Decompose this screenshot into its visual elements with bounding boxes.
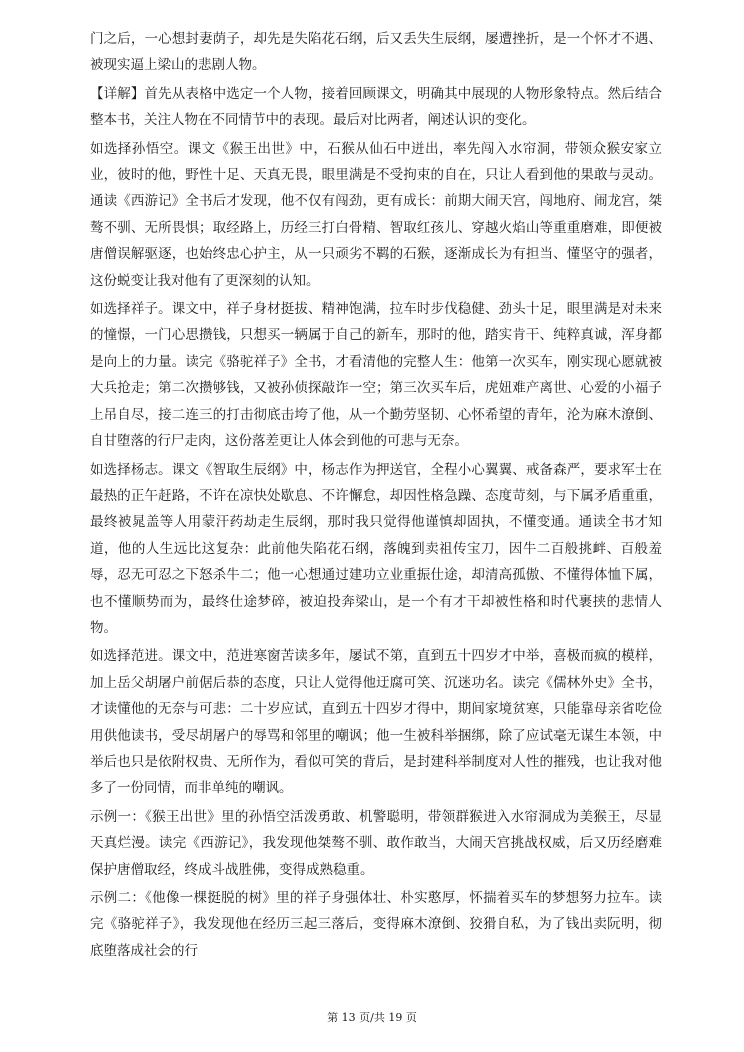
paragraph: 如选择孙悟空。课文《猴王出世》中，石猴从仙石中迸出，率先闯入水帘洞，带领众猴安家立业，彼时的他，野性十足、天真无畏，眼里满是不受拘束的自在，只让人看到他的果敢与灵动。通读《西游记》全书后才发现，他不仅有闯劲，更有成长：前期大闹天宫，闯地府、闹龙宫，桀骜不驯、无所畏惧；取经路上，历经三打白骨精、智取红孩儿、穿越火焰山等重重磨难，即便被唐僧误解驱逐，也始终忠心护主，从一只顽劣不羁的石猴，逐渐成长为有担当、懂坚守的强者，这份蜕变让我对他有了更深刻的认知。 (90, 140, 662, 289)
paragraph: 门之后，一心想封妻荫子，却先是失陷花石纲，后又丢失生辰纲，屡遭挫折，是一个怀才不遇、被现实逼上梁山的悲剧人物。 (90, 31, 662, 74)
page-number-footer: 第 13 页/共 19 页 (327, 1011, 417, 1024)
paragraph: 如选择范进。课文中，范进寒窗苦读多年，屡试不第，直到五十四岁才中举，喜极而疯的模样，加上岳父胡屠户前倨后恭的态度，只让人觉得他迂腐可笑、沉迷功名。读完《儒林外史》全书，才读懂他的无奈与可悲：二十岁应试，直到五十四岁才得中，期间家境贫寒，只能靠母亲省吃俭用供他读书，受尽胡屠户的辱骂和邻里的嘲讽；他一生被科举捆绑，除了应试毫无谋生本领，中举后也只是依附权贵、无所作为，看似可笑的背后，是封建科举制度对人性的摧残，也让我对他多了一份同情，而非单纯的嘲讽。 (90, 648, 662, 797)
paragraph: 如选择祥子。课文中，祥子身材挺拔、精神饱满，拉车时步伐稳健、劲头十足，眼里满是对未来的憧憬，一门心思攒钱，只想买一辆属于自己的新车，那时的他，踏实肯干、纯粹真诚，浑身都是向上的力量。读完《骆驼祥子》全书，才看清他的完整人生：他第一次买车，刚实现心愿就被大兵抢走；第二次攒够钱，又被孙侦探敲诈一空；第三次买车后，虎妞难产离世、心爱的小福子上吊自尽，接二连三的打击彻底击垮了他，从一个勤劳坚韧、心怀希望的青年，沦为麻木潦倒、自甘堕落的行尸走肉，这份落差更让人体会到他的可悲与无奈。 (90, 301, 662, 450)
paragraph: 如选择杨志。课文《智取生辰纲》中，杨志作为押送官，全程小心翼翼、戒备森严，要求军士在最热的正午赶路，不许在凉快处歇息、不许懈怠，却因性格急躁、态度苛刻，与下属矛盾重重，最终被晁盖等人用蒙汗药劫走生辰纲，那时我只觉得他谨慎却固执，不懂变通。通读全书才知道，他的人生远比这复杂：此前他失陷花石纲，落魄到卖祖传宝刀，因牛二百般挑衅、百般羞辱，忍无可忍之下怒杀牛二；他一心想通过建功立业重振仕途，却清高孤傲、不懂得体恤下属，也不懂顺势而为，最终仕途梦碎，被迫投奔梁山，是一个有才干却被性格和时代裹挟的悲情人物。 (90, 461, 662, 636)
paragraph: 【详解】首先从表格中选定一个人物，接着回顾课文，明确其中展现的人物形象特点。然后结合整本书，关注人物在不同情节中的表现。最后对比两者，阐述认识的变化。 (90, 85, 662, 129)
document-body (90, 26, 662, 964)
paragraph: 示例二：《他像一棵挺脱的树》里的祥子身强体壮、朴实憨厚，怀揣着买车的梦想努力拉车。读完《骆驼祥子》，我发现他在经历三起三落后，变得麻木潦倒、狡猾自私，为了钱出卖阮明，彻底堕落成社会的行 (90, 890, 662, 959)
paragraph: 示例一：《猴王出世》里的孙悟空活泼勇敢、机警聪明，带领群猴进入水帘洞成为美猴王，尽显天真烂漫。读完《西游记》，我发现他桀骜不驯、敢作敢当，大闹天宫挑战权威，后又历经磨难保护唐僧取经，终成斗战胜佛，变得成熟稳重。 (90, 808, 662, 878)
